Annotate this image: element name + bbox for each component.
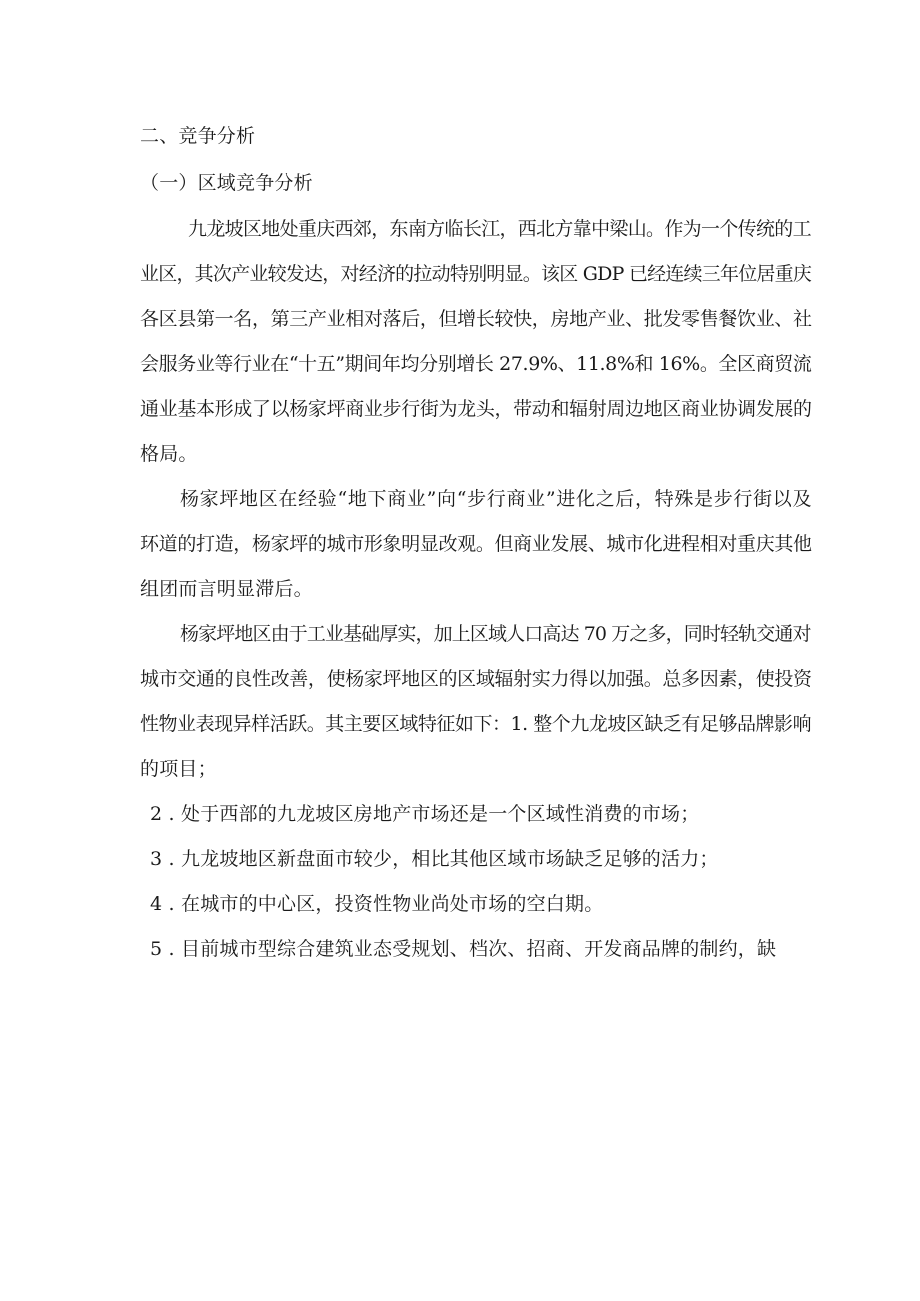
paragraph-3-line: 城市交通的良性改善，使杨家坪地区的区域辐射实力得以加强。总多因素，使投资	[140, 668, 812, 690]
paragraph-2-line: 环道的打造，杨家坪的城市形象明显改观。但商业发展、城市化进程相对重庆其他	[140, 533, 812, 555]
list-item: 3 . 九龙坡地区新盘面市较少，相比其他区域市场缺乏足够的活力；	[150, 848, 719, 870]
paragraph-3-line: 杨家坪地区由于工业基础厚实，加上区域人口高达 70 万之多，同时轻轨交通对	[180, 623, 811, 645]
paragraph-1-line: 格局。	[140, 443, 198, 465]
list-item: 4 . 在城市的中心区，投资性物业尚处市场的空白期。	[150, 893, 604, 915]
paragraph-1-line: 会服务业等行业在“十五”期间年均分别增长 27.9%、11.8%和 16%。全区商贸流	[140, 353, 812, 375]
paragraph-1-line: 通业基本形成了以杨家坪商业步行街为龙头，带动和辐射周边地区商业协调发展的	[140, 398, 812, 420]
paragraph-1-line: 业区，其次产业较发达，对经济的拉动特别明显。该区 GDP 已经连续三年位居重庆	[140, 263, 812, 285]
paragraph-3-line: 的项目；	[140, 758, 217, 780]
list-item: 2 . 处于西部的九龙坡区房地产市场还是一个区域性消费的市场；	[150, 803, 700, 825]
paragraph-3-line: 性物业表现异样活跃。其主要区域特征如下：1. 整个九龙坡区缺乏有足够品牌影响	[140, 713, 812, 735]
paragraph-1-line: 九龙坡区地处重庆西郊，东南方临长江，西北方靠中梁山。作为一个传统的工	[188, 218, 811, 240]
paragraph-2-line: 杨家坪地区在经验“地下商业”向“步行商业”进化之后，特殊是步行街以及	[180, 488, 813, 510]
paragraph-1-line: 各区县第一名，第三产业相对落后，但增长较快，房地产业、批发零售餐饮业、社	[140, 308, 812, 330]
section-heading: 二、竞争分析	[140, 125, 256, 147]
subsection-heading: （一）区域竞争分析	[140, 172, 313, 194]
list-item: 5 . 目前城市型综合建筑业态受规划、档次、招商、开发商品牌的制约，缺	[150, 938, 777, 960]
paragraph-2-line: 组团而言明显滞后。	[140, 578, 313, 600]
